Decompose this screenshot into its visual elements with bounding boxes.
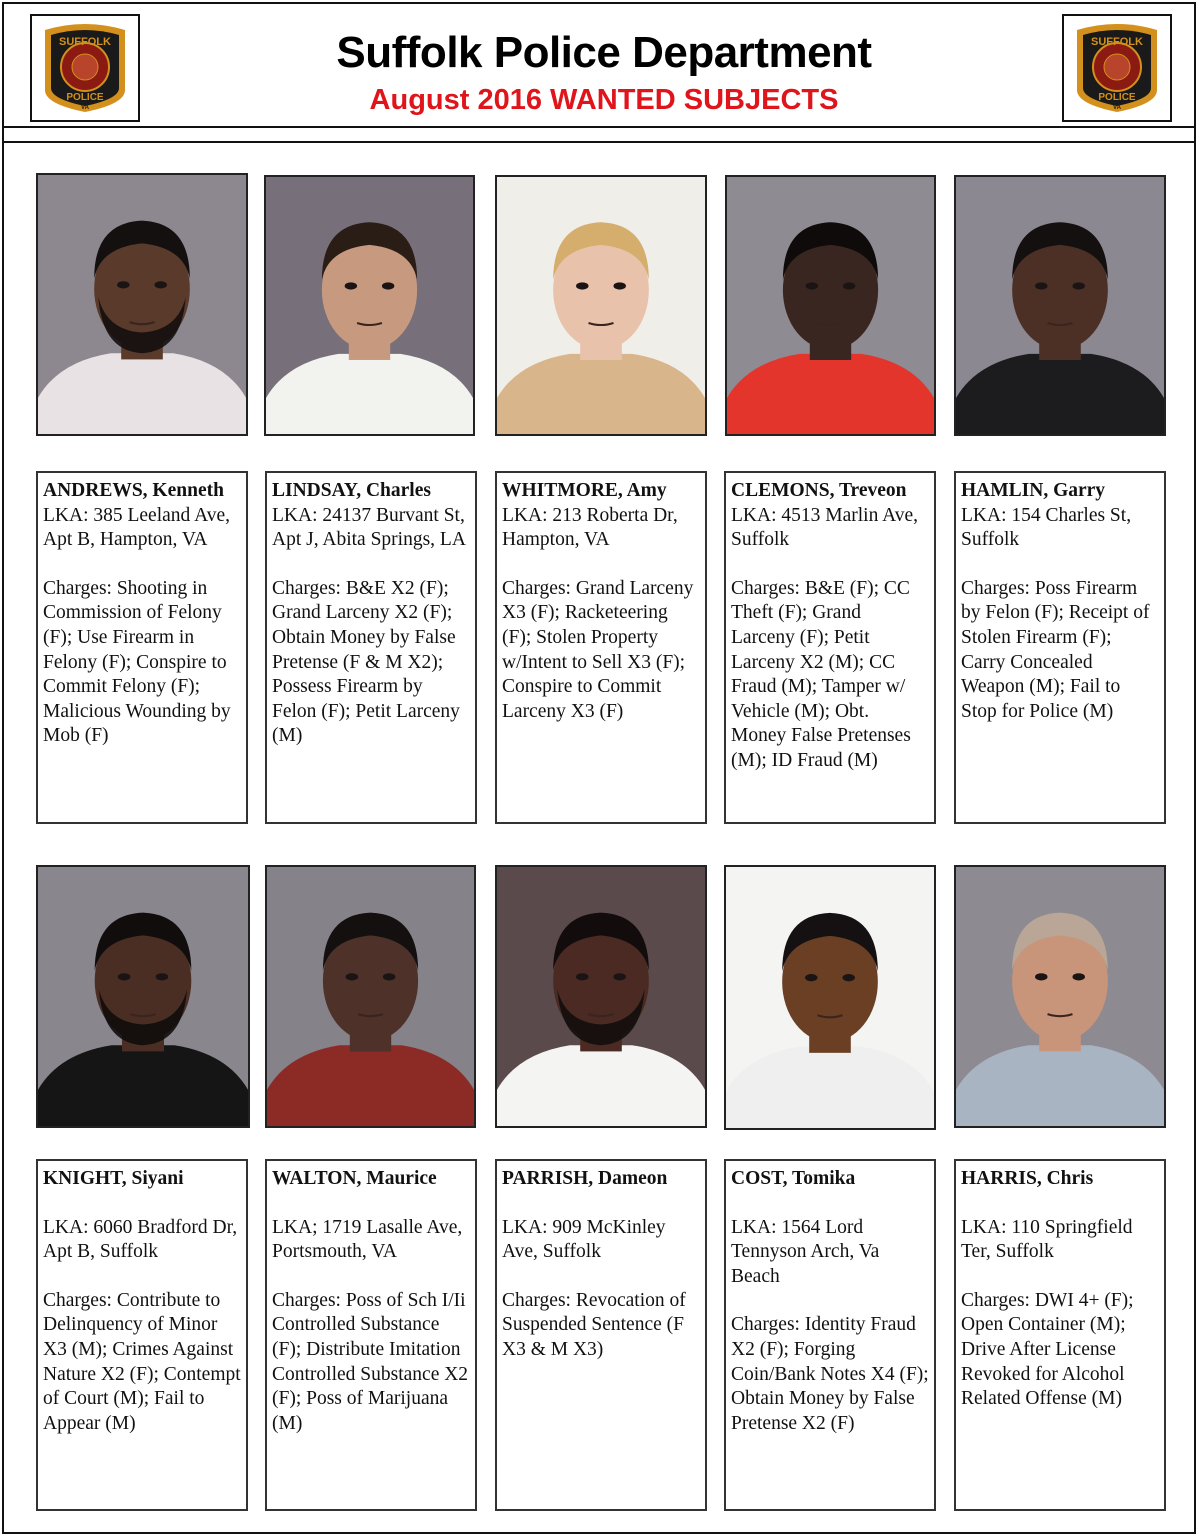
subject-charges: Charges: Poss of Sch I/Ii Controlled Substance (F); Distribute Imitation Controlled Substance X2 (F); Poss of Marijuana (M) bbox=[272, 1289, 469, 1434]
svg-text:POLICE: POLICE bbox=[1098, 92, 1136, 103]
police-seal-right bbox=[1062, 14, 1172, 122]
subject-name: LINDSAY, Charles bbox=[272, 480, 431, 501]
subject-lka: LKA; 1719 Lasalle Ave, Portsmouth, VA bbox=[272, 1216, 463, 1263]
mugshot bbox=[495, 865, 707, 1128]
mugshot bbox=[954, 865, 1166, 1128]
subject-lka: LKA: 4513 Marlin Ave, Suffolk bbox=[731, 504, 919, 551]
header-divider bbox=[4, 141, 1196, 143]
subject-name: HAMLIN, Garry bbox=[961, 480, 1106, 501]
subject-charges: Charges: Grand Larceny X3 (F); Racketeering (F); Stolen Property w/Intent to Sell X3 (F); Conspire to Commit Larceny X3 (F) bbox=[502, 577, 694, 722]
subject-charges: Charges: Contribute to Delinquency of Minor X3 (M); Crimes Against Nature X2 (F); Contempt of Court (M); Fail to Appear (M) bbox=[43, 1289, 241, 1434]
subject-name: ANDREWS, Kenneth bbox=[43, 480, 224, 501]
header bbox=[4, 4, 1196, 128]
mugshot bbox=[954, 175, 1166, 436]
subject-card bbox=[265, 471, 477, 824]
subject-lka: LKA: 6060 Bradford Dr, Apt B, Suffolk bbox=[43, 1216, 238, 1263]
mugshot bbox=[265, 865, 476, 1128]
portrait-silhouette-icon bbox=[266, 177, 473, 434]
subject-name: HARRIS, Chris bbox=[961, 1168, 1094, 1189]
subject-name: WHITMORE, Amy bbox=[502, 480, 667, 501]
badge-icon bbox=[1069, 20, 1165, 116]
portrait-silhouette-icon bbox=[38, 867, 248, 1126]
page-subtitle: August 2016 WANTED SUBJECTS bbox=[369, 84, 839, 116]
portrait-silhouette-icon bbox=[267, 867, 474, 1126]
subject-card bbox=[724, 471, 936, 824]
svg-text:VA: VA bbox=[81, 105, 89, 111]
subject-lka: LKA: 1564 Lord Tennyson Arch, Va Beach bbox=[731, 1216, 880, 1287]
subject-card bbox=[265, 1159, 477, 1511]
badge-icon bbox=[37, 20, 133, 116]
subject-card bbox=[36, 471, 248, 824]
subject-lka: LKA: 213 Roberta Dr, Hampton, VA bbox=[502, 504, 678, 551]
subject-charges: Charges: B&E X2 (F); Grand Larceny X2 (F); Obtain Money by False Pretense (F & M X2); Possess Firearm by Felon (F); Petit Larceny (M) bbox=[272, 577, 460, 747]
subject-lka: LKA: 154 Charles St, Suffolk bbox=[961, 504, 1132, 551]
subject-card bbox=[495, 471, 707, 824]
subject-lka: LKA: 909 McKinley Ave, Suffolk bbox=[502, 1216, 666, 1263]
subject-card bbox=[495, 1159, 707, 1511]
portrait-silhouette-icon bbox=[726, 867, 934, 1128]
svg-text:SUFFOLK: SUFFOLK bbox=[1091, 36, 1143, 48]
subject-charges: Charges: Poss Firearm by Felon (F); Receipt of Stolen Firearm (F); Carry Concealed Weapon (M); Fail to Stop for Police (M) bbox=[961, 577, 1150, 722]
mugshot bbox=[36, 865, 250, 1128]
mugshot bbox=[36, 173, 248, 436]
subject-lka: LKA: 110 Springfield Ter, Suffolk bbox=[961, 1216, 1133, 1263]
mugshot bbox=[724, 865, 936, 1130]
portrait-silhouette-icon bbox=[38, 175, 246, 434]
portrait-silhouette-icon bbox=[727, 177, 934, 434]
svg-text:SUFFOLK: SUFFOLK bbox=[59, 36, 111, 48]
subject-charges: Charges: Shooting in Commission of Felony (F); Use Firearm in Felony (F); Conspire to Commit Felony (F); Malicious Wounding by Mob (F) bbox=[43, 577, 231, 747]
subject-name: COST, Tomika bbox=[731, 1168, 856, 1189]
subject-card bbox=[724, 1159, 936, 1511]
subject-card bbox=[954, 471, 1166, 824]
mugshot bbox=[495, 175, 707, 436]
subject-name: CLEMONS, Treveon bbox=[731, 480, 907, 501]
subject-lka: LKA: 24137 Burvant St, Apt J, Abita Springs, LA bbox=[272, 504, 466, 551]
subject-card bbox=[36, 1159, 248, 1511]
subject-name: WALTON, Maurice bbox=[272, 1168, 437, 1189]
portrait-silhouette-icon bbox=[497, 867, 705, 1126]
subject-lka: LKA: 385 Leeland Ave, Apt B, Hampton, VA bbox=[43, 504, 231, 551]
subject-name: PARRISH, Dameon bbox=[502, 1168, 668, 1189]
subject-charges: Charges: Identity Fraud X2 (F); Forging Coin/Bank Notes X4 (F); Obtain Money by False Pretense X2 (F) bbox=[731, 1314, 929, 1434]
mugshot bbox=[264, 175, 475, 436]
page-title: Suffolk Police Department bbox=[336, 28, 872, 77]
subject-charges: Charges: B&E (F); CC Theft (F); Grand Larceny (F); Petit Larceny X2 (M); CC Fraud (M); Tamper w/ Vehicle (M); Obt. Money False Pretenses (M); ID Fraud (M) bbox=[731, 577, 911, 771]
portrait-silhouette-icon bbox=[497, 177, 705, 434]
police-seal-left bbox=[30, 14, 140, 122]
subject-charges: Charges: DWI 4+ (F); Open Container (M); Drive After License Revoked for Alcohol Related Offense (M) bbox=[961, 1289, 1134, 1410]
subject-card bbox=[954, 1159, 1166, 1511]
svg-text:VA: VA bbox=[1113, 105, 1121, 111]
mugshot bbox=[725, 175, 936, 436]
svg-text:POLICE: POLICE bbox=[66, 92, 104, 103]
portrait-silhouette-icon bbox=[956, 867, 1164, 1126]
subject-charges: Charges: Revocation of Suspended Sentence (F X3 & M X3) bbox=[502, 1289, 686, 1360]
subject-name: KNIGHT, Siyani bbox=[43, 1168, 184, 1189]
portrait-silhouette-icon bbox=[956, 177, 1164, 434]
